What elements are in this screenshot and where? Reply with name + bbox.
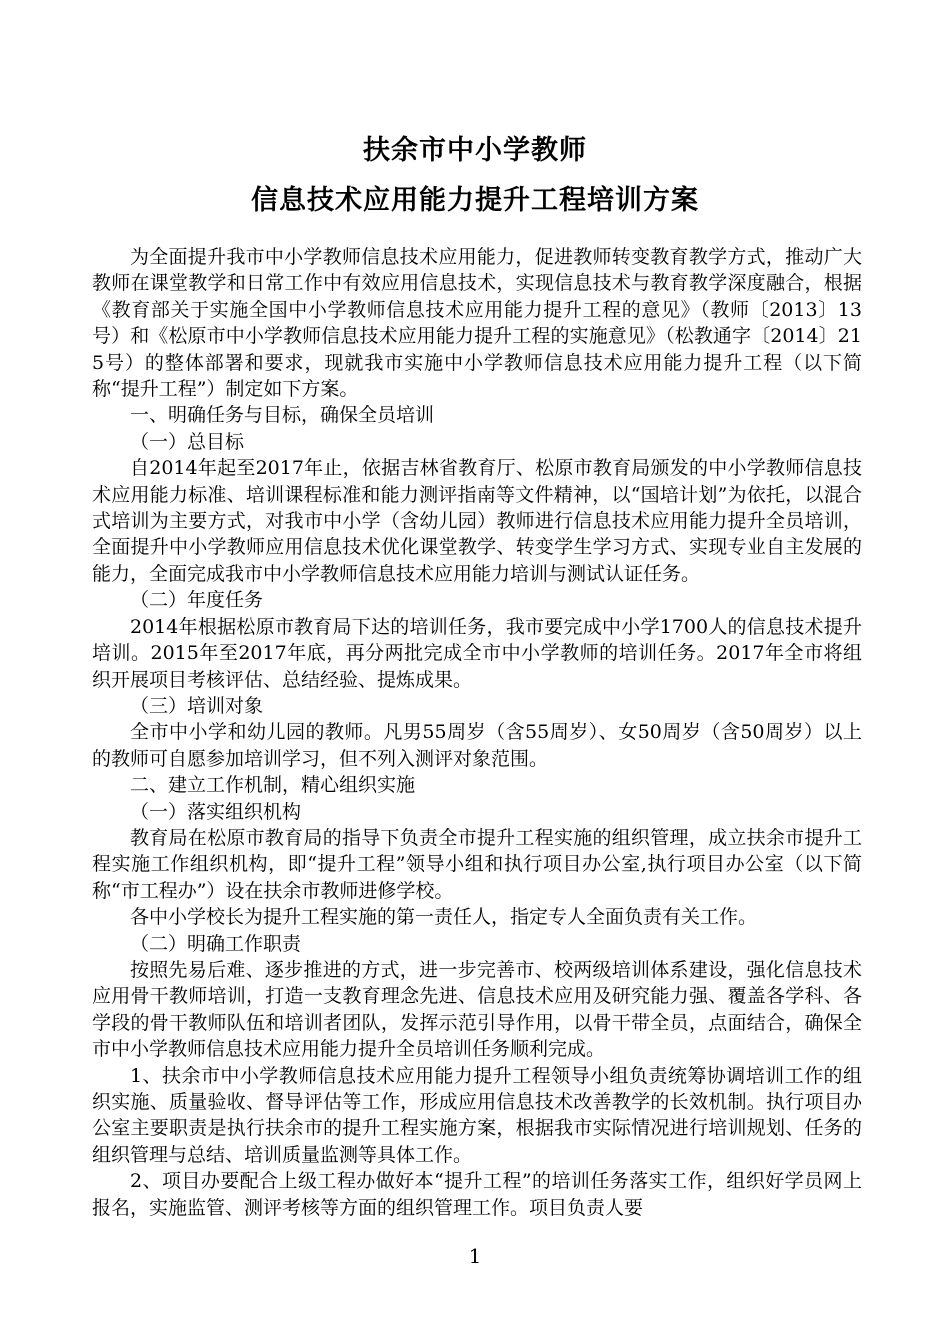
section-2-1-paragraph-b: 各中小学校长为提升工程实施的第一责任人，指定专人全面负责有关工作。 (130, 906, 758, 929)
section-2-heading: 二、建立工作机制，精心组织实施 (130, 774, 416, 797)
page-number: 1 (468, 1244, 482, 1268)
section-1-2-paragraph: 2014年根据松原市教育局下达的培训任务，我市要完成中小学1700人的信息技术提升培训。2015年至2017年底，再分两批完成全市中小学教师的培训任务。2017年全市将组织开展项目考核评估、总结经验、提炼成果。 (92, 615, 862, 691)
section-2-2-heading: （二）明确工作职责 (130, 932, 302, 955)
document-body (92, 244, 862, 1221)
section-1-2-heading: （二）年度任务 (130, 589, 264, 612)
section-1-1-heading: （一）总目标 (130, 430, 245, 453)
section-1-3-heading: （三）培训对象 (130, 694, 264, 717)
section-1-1-paragraph: 自2014年起至2017年止，依据吉林省教育厅、松原市教育局颁发的中小学教师信息技术应用能力标准、培训课程标准和能力测评指南等文件精神，以“国培计划”为依托，以混合式培训为主要方式，对我市中小学（含幼儿园）教师进行信息技术应用能力提升全员培训，全面提升中小学教师应用信息技术优化课堂教学、转变学生学习方式、实现专业自主发展的能力，全面完成我市中小学教师信息技术应用能力培训与测试认证任务。 (92, 457, 862, 585)
section-1-3-paragraph: 全市中小学和幼儿园的教师。凡男55周岁（含55周岁）、女50周岁（含50周岁）以上的教师可自愿参加培训学习，但不列入测评对象范围。 (92, 721, 862, 770)
item-1-paragraph: 1、扶余市中小学教师信息技术应用能力提升工程领导小组负责统筹协调培训工作的组织实施、质量验收、督导评估等工作，形成应用信息技术改善教学的长效机制。执行项目办公室主要职责是执行扶余市的提升工程实施方案，根据我市实际情况进行培训规划、任务的组织管理与总结、培训质量监测等具体工作。 (92, 1064, 862, 1166)
item-2-paragraph: 2、项目办要配合上级工程办做好本“提升工程”的培训任务落实工作，组织好学员网上报名，实施监管、测评考核等方面的组织管理工作。项目负责人要 (92, 1170, 862, 1219)
section-2-2-paragraph: 按照先易后难、逐步推进的方式，进一步完善市、校两级培训体系建设，强化信息技术应用骨干教师培训，打造一支教育理念先进、信息技术应用及研究能力强、覆盖各学科、各学段的骨干教师队伍和培训者团队，发挥示范引导作用，以骨干带全员，点面结合，确保全市中小学教师信息技术应用能力提升全员培训任务顺利完成。 (92, 958, 862, 1061)
section-2-1-paragraph-a: 教育局在松原市教育局的指导下负责全市提升工程实施的组织管理，成立扶余市提升工程实施工作组织机构，即“提升工程”领导小组和执行项目办公室,执行项目办公室（以下简称“市工程办”）设在扶余市教师进修学校。 (92, 826, 862, 902)
section-1-heading: 一、明确任务与目标，确保全员培训 (130, 404, 435, 427)
section-2-1-heading: （一）落实组织机构 (130, 800, 302, 823)
document-title-line-2: 信息技术应用能力提升工程培训方案 (251, 185, 699, 216)
intro-paragraph: 为全面提升我市中小学教师信息技术应用能力，促进教师转变教育教学方式，推动广大教师在课堂教学和日常工作中有效应用信息技术，实现信息技术与教育教学深度融合，根据《教育部关于实施全国中小学教师信息技术应用能力提升工程的意见》（教师〔2013〕13号）和《松原市中小学教师信息技术应用能力提升工程的实施意见》（松教通字〔2014〕215号）的整体部署和要求，现就我市实施中小学教师信息技术应用能力提升工程（以下简称“提升工程”）制定如下方案。 (92, 246, 862, 401)
document-title-line-1: 扶余市中小学教师 (363, 135, 587, 166)
